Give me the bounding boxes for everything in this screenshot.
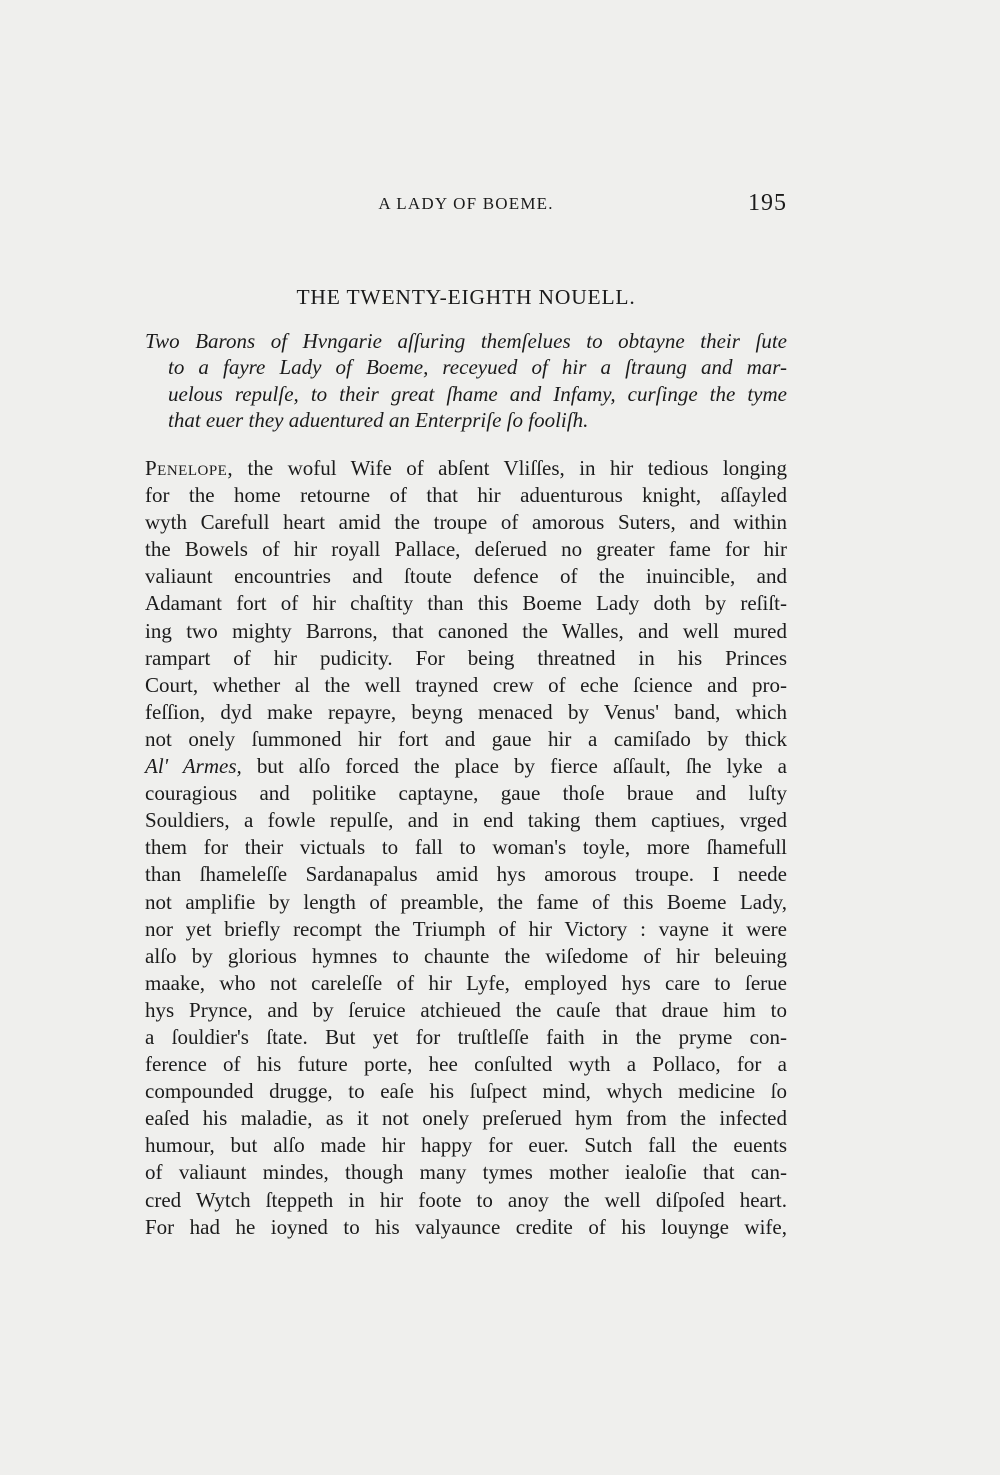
body-line: of valiaunt mindes, though many tymes mother iealoſie that can- xyxy=(145,1160,787,1185)
running-title: A LADY OF BOEME. xyxy=(378,194,554,213)
chapter-argument xyxy=(145,328,787,433)
body-line: rampart of hir pudicity. For being threatned in his Princes xyxy=(145,645,787,670)
body-line: alſo by glorious hymnes to chaunte the wiſedome of hir beleuing xyxy=(145,943,787,968)
body-line: ference of his future porte, hee conſulted wyth a Pollaco, for a xyxy=(145,1052,787,1077)
body-line-text: but alſo forced the place by fierce aſſault, ſhe lyke a xyxy=(241,754,787,779)
body-line: not amplifie by length of preamble, the fame of this Boeme Lady, xyxy=(145,889,787,914)
body-line xyxy=(145,455,787,482)
body-line: feſſion, dyd make repayre, beyng menaced by Venus' band, which xyxy=(145,699,787,724)
argument-line: to a fayre Lady of Boeme, receyued of hir a ſtraung and mar- xyxy=(168,355,787,380)
body-line: for the home retourne of that hir aduenturous knight, aſſayled xyxy=(145,483,787,508)
running-head xyxy=(145,190,787,220)
body-line: For had he ioyned to his valyaunce credite of his louynge wife, xyxy=(145,1214,787,1239)
body-line: a ſouldier's ſtate. But yet for truſtleſſe faith in the pryme con- xyxy=(145,1024,787,1049)
argument-line: uelous repulſe, to their great ſhame and Infamy, curſinge the tyme xyxy=(168,381,787,406)
body-line: not onely ſummoned hir fort and gaue hir a camiſado by thick xyxy=(145,726,787,751)
body-line xyxy=(145,753,787,780)
argument-line: that euer they aduentured an Enterpriſe ſo fooliſh. xyxy=(168,407,589,432)
body-line: the Bowels of hir royall Pallace, deſerued no greater fame for hir xyxy=(145,537,787,562)
body-line: ing two mighty Barrons, that canoned the Walles, and well mured xyxy=(145,618,787,643)
body-line: hys Prynce, and by ſeruice atchieued the cauſe that draue him to xyxy=(145,997,787,1022)
chapter-title: THE TWENTY-EIGHTH NOUELL. xyxy=(296,285,636,309)
italic-phrase: Al' Armes, xyxy=(145,754,242,779)
body-text xyxy=(145,455,787,1241)
body-line: Court, whether al the well trayned crew of eche ſcience and pro- xyxy=(145,672,787,697)
body-line: than ſhameleſſe Sardanapalus amid hys amorous troupe. I neede xyxy=(145,862,787,887)
body-line: eaſed his maladie, as it not onely preſerued hym from the infected xyxy=(145,1106,787,1131)
body-line: valiaunt encountries and ſtoute defence of the inuincible, and xyxy=(145,564,787,589)
body-line-text: the woful Wife of abſent Vliſſes, in hir tedious longing xyxy=(233,456,787,480)
body-line: Souldiers, a fowle repulſe, and in end taking them captiues, vrged xyxy=(145,808,787,833)
body-line: wyth Carefull heart amid the troupe of amorous Suters, and within xyxy=(145,510,787,535)
argument-line: Two Barons of Hvngarie aſſuring themſelues to obtayne their ſute xyxy=(145,329,787,353)
page-number: 195 xyxy=(748,190,787,216)
body-line: couragious and politike captayne, gaue thoſe braue and luſty xyxy=(145,781,787,806)
body-line: Adamant fort of hir chaſtity than this Boeme Lady doth by reſiſt- xyxy=(145,591,787,616)
body-line: cred Wytch ſteppeth in hir foote to anoy the well diſpoſed heart. xyxy=(145,1187,787,1212)
body-line: compounded drugge, to eaſe his ſuſpect mind, whych medicine ſo xyxy=(145,1079,787,1104)
body-line: humour, but alſo made hir happy for euer. Sutch fall the euents xyxy=(145,1133,787,1158)
body-line: maake, who not careleſſe of hir Lyfe, employed hys care to ſerue xyxy=(145,970,787,995)
body-line: nor yet briefly recompt the Triumph of hir Victory : vayne it were xyxy=(145,916,787,941)
body-line: them for their victuals to fall to woman's toyle, more ſhamefull xyxy=(145,835,787,860)
opening-word: Penelope, xyxy=(145,456,234,480)
